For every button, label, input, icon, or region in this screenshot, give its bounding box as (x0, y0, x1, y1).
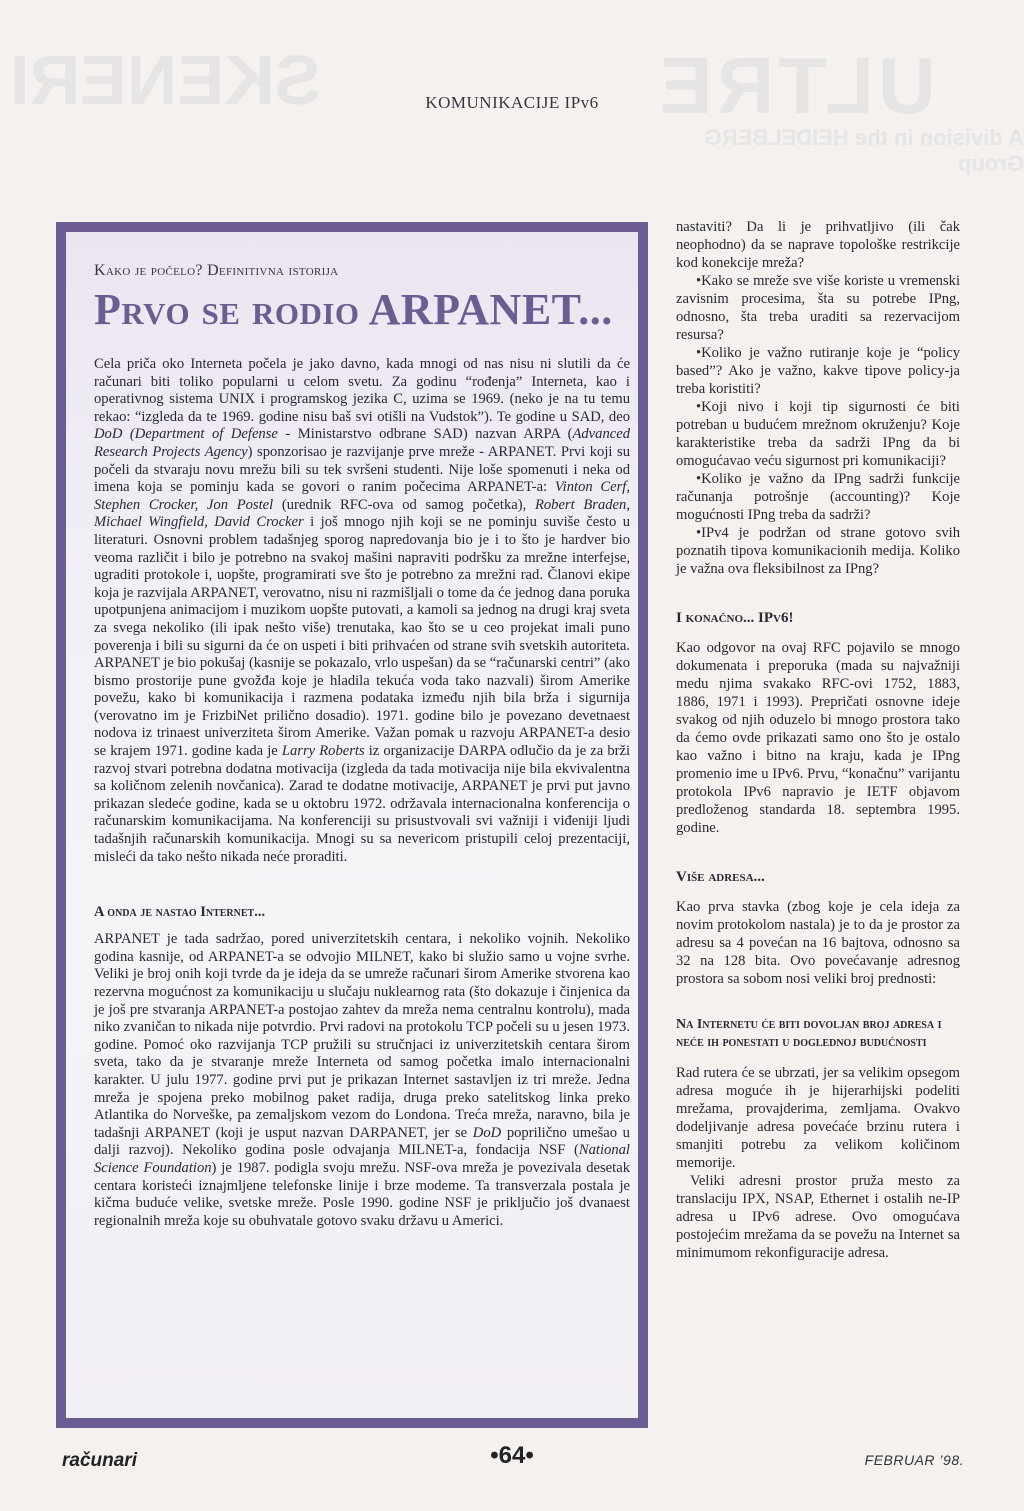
bullet-item: • Koliko je važno rutiranje koje je “policy based”? Ako je važno, kakve tipove policy-ja treba koristiti? (676, 344, 960, 398)
article-paragraph: Cela priča oko Interneta počela je jako davno, kada mnogi od nas nisu ni slutili da će računari biti toliko popularni u celom svetu. Za godinu “rođenja” Interneta, kao i operativnog sistema UNIX i programskog jezika C, uzima se 1969. (neko je na tu temu rekao: “izgleda da te 1969. godine nisu baš svi otišli na Vudstok”). Te godine u SAD, deo DoD (Department of Defense - Ministarstvo odbrane SAD) nazvan ARPA (Advanced Research Projects Agency) sponzorisao je razvijanje prve mreže - ARPANET. Prvi koji su počeli da stvaraju novu mrežu bili su tek svršeni studenti. Nije loše spomenuti i neka od imena koja se pominju kada se govori o ranim počecima ARPANET-a: Vinton Cerf, Stephen Crocker, Jon Postel (urednik RFC-ova od samog početka), Robert Braden, Michael Wingfield, David Crocker i još mnogo njih koji se ne pominju suviše često u literaturi. Osnovni problem tadašnjeg sporog napredovanja bio je i to što je hardver bio veoma različit i bilo je potrebno na svakoj mašini napraviti podršku za mrežne interfejse, ugraditi protokole i, uopšte, programirati sve što je potrebno za mrežni rad. Članovi ekipe koja je razvijala ARPANET, verovatno, nisu ni razmišljali o tome da će jednog dana poruka upotpunjena animacijom i muzikom uopšte putovati, a kamoli sa jednog na drugi kraj sveta za svega nekoliko (ili ipak nešto više) trenutaka, kao što se u ceo projekat imali puno poverenja i bili su sigurni da će on uspeti i biti prihvaćen od strane svih svetskih autoriteta. ARPANET je bio pokušaj (kasnije se pokazalo, vrlo uspešan) da se “računarski centri” (ako bismo prostorije pune gvožđa koje je hladila tekuća voda tako nazvali) širom Amerike povežu, kako bi komunikacija i razmena podataka između njih bila brža i sigurnija (verovatno im je FrizbiNet prilično dosadio). 1971. godine bilo je povezano devetnaest nodova iz trinaest univerziteta širom Amerike. Važan pomak u razvoju ARPANET-a desio se krajem 1971. godine kada je Larry Roberts iz organizacije DARPA odlučio da je za brži razvoj stvari potrebna dodatna motivacija (izgleda da tada motivacija nije bila ekvivalentna sa količnom zelenih novčanica). Zarad te dodatne motivacije, ARPANET je prvi put javno prikazan sledeće godine, kada se u oktobru 1972. održavala internacionalna konferencija o računarskim komunikacijama. Na konferenciji su prisustvovali svi važniji i viđeniji ljudi tadašnjih računarskih komunikacija. Mnogi su sa nevericom pristupili celoj prezentaciji, misleći da tako nešto nikada neće proraditi. (94, 356, 631, 865)
issue-date: FEBRUAR ’98. (864, 1452, 964, 1468)
right-column (676, 218, 960, 1262)
column-paragraph: nastaviti? Da li je prihvatljivo (ili čak neophodno) da se naprave topološke restrikcije kod konekcije mreža? (676, 219, 960, 271)
section-header: KOMUNIKACIJE IPv6 (425, 93, 599, 112)
column-subheading: Na Internetu će biti dovoljan broj adresa i neće ih ponestati u doglednoj budućnosti (676, 1017, 942, 1050)
magazine-name: računari (62, 1450, 137, 1471)
article-kicker: Kako je počelo? Definitivna istorija (94, 262, 339, 279)
page-number: •64• (490, 1442, 534, 1469)
column-paragraph: Veliki adresni prostor pruža mesto za translaciju IPX, NSAP, Ethernet i ostalih ne-IP adresa u IPv6 adrese. Ovo omogućava postojećim mrežama da se povežu na Internet sa minimumom rekonfiguracije adresa. (676, 1173, 960, 1261)
bullet-item: • Kako se mreže sve više koriste u vremenski zavisnim procesima, šta su potrebe IPng, odnosno, šta treba uraditi sa rezervacijom resursa? (676, 272, 960, 344)
show-through-ghost: A division in the HEIDELBERG Group (704, 125, 1024, 176)
article-headline: Prvo se rodio ARPANET... (94, 285, 613, 334)
article-paragraph: ARPANET je tada sadržao, pored univerzitetskih centara, i nekoliko vojnih. Nekoliko godina kasnije, od ARPANET-a se odvojio MILNET, kako bi služio samo u vojne svrhe. Veliki je broj onih koji tvrde da je ideja da se umreže računari širom Amerike stvorena kao rezervna mogućnost za komunikaciju u slučaju nuklearnog rata (što dokazuje i činjenica da je još pre stvaranja ARPANET-a postojao zahtev da mreža nema centralnu kontrolu), mada niko zvaničan to nikada nije potvrdio. Prvi radovi na protokolu TCP počeli su u jesen 1973. godine. Pomoć oko razvijanja TCP pružili su stručnjaci iz univerzitetskih centara širom sveta, tako da je stvaranje mreže Interneta od samog početka imalo internacionalni karakter. U julu 1977. godine prvi put je prikazan Internet sastavljen iz tri mreže. Jedna mreža je spojena preko mobilnog paket radija, druga preko satelitskog linka preko Atlantika do Norveške, pa zemaljskom vezom do Londona. Treća mreža, naravno, bila je tadašnji ARPANET (koji je usput nazvan DARPANET, jer se DoD poprilično umešao u dalji razvoj). Nekoliko godina posle odvajanja MILNET-a, fondacija NSF (National Science Foundation) je 1987. podigla svoju mrežu. NSF-ova mreža je povezivala desetak centara koristeći iznajmljene telefonske linije i brze modeme. Ta transverzala postala je kičma buduće velike, svetske mreže. Posle 1990. godine NSF je priključio još dvanaest regionalnih mreža koje su obuhvatale gotovo svaku državu u Americi. (94, 931, 630, 1229)
article-box (56, 222, 648, 1428)
bullet-item: • IPv4 je podržan od strane gotovo svih poznatih tipova komunikacionih medija. Koliko je važna ova fleksibilnost za IPng? (676, 524, 960, 578)
bullet-item: • Koji nivo i koji tip sigurnosti će biti potreban u budućem mrežnom okruženju? Koje karakteristike treba da sadrži IPng da bi omogućavao veću sigurnost pri komunikaciji? (676, 398, 960, 470)
column-paragraph: Kao odgovor na ovaj RFC pojavilo se mnogo dokumenata i preporuka (mada su najvažniji medu njima svakako RFC-ovi 1752, 1883, 1886, 1971 i 1993). Prepričati osnovne ideje svakog od njih oduzelo bi mnogo prostora tako da ćemo ovde prikazati samo ono što je ostalo kao važno i bitno na kraju, kada je IPng promenio ime u IPv6. Prvu, “konačnu” varijantu protokola IPv6 napravio je IETF objavom predloženog standarda 18. septembra 1995. godine. (676, 640, 960, 836)
column-subheading: Više adresa... (676, 869, 765, 885)
show-through-ghost: ULTRE (655, 41, 936, 130)
bullet-item: • Koliko je važno da IPng sadrži funkcije računanja potrošnje (accounting)? Koje mogućnosti IPng treba da sadrži? (676, 470, 960, 524)
column-subheading: I konačno... IPv6! (676, 610, 794, 626)
show-through-ghost: SKENERI (10, 41, 322, 119)
column-paragraph: Kao prva stavka (zbog koje je cela ideja za novim protokolom nastala) je to da je prostor za adresu sa 4 povećan na 16 bajtova, odnosno sa 32 na 128 bita. Ovo povećavanje adresnog prostora sa sobom nosi veliki broj prednosti: (676, 899, 960, 987)
column-paragraph: Rad rutera će se ubrzati, jer sa velikim opsegom adresa moguće ih je hijerarhijski podeliti mrežama, provajderima, zemljama. Ovakvo dodeljivanje adresa povećaće brzinu rutera i smanjiti potrebu za velikom količinom memorije. (676, 1065, 960, 1171)
article-subheading: A onda je nastao Internet... (94, 904, 266, 921)
